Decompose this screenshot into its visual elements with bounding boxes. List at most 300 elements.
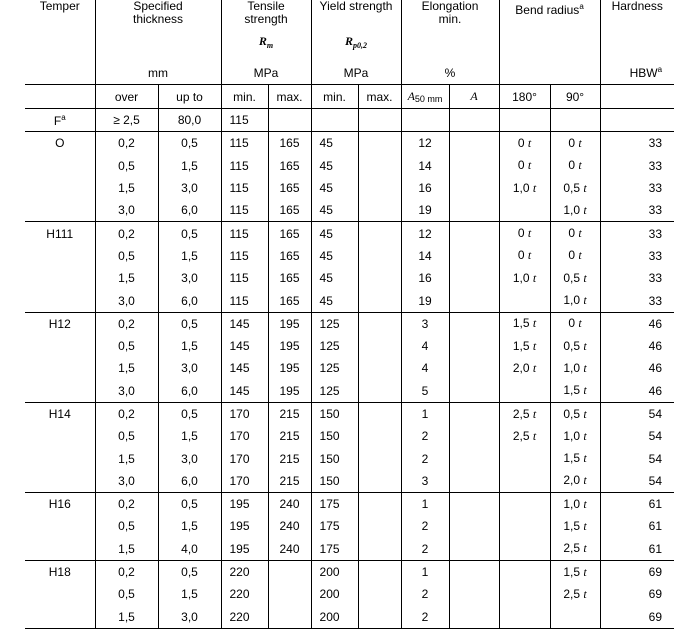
table-cell (358, 402, 401, 425)
unit-mpa-tensile: MPa (221, 62, 311, 85)
table-cell: ≥ 2,5 (95, 109, 158, 132)
table-cell: 215 (268, 447, 311, 469)
table-cell: 46 (600, 380, 674, 403)
table-cell: 165 (268, 155, 311, 177)
table-cell: 145 (221, 357, 268, 379)
table-cell: 1 (401, 402, 449, 425)
header-elongation: Elongation min. (401, 0, 499, 62)
table-cell: 80,0 (158, 109, 221, 132)
table-cell: 2 (401, 447, 449, 469)
subheader-tensile-max: max. (268, 85, 311, 109)
table-cell: 3,0 (95, 289, 158, 312)
table-cell: 1,5 t (550, 560, 600, 583)
table-cell: 1,5 (95, 606, 158, 629)
table-cell: 0,5 t (550, 267, 600, 289)
table-cell: 45 (311, 155, 358, 177)
table-cell: 165 (268, 289, 311, 312)
table-cell: 195 (221, 538, 268, 561)
unit-mpa-yield: MPa (311, 62, 401, 85)
table-row (25, 357, 674, 379)
table-cell: 0 t (499, 245, 550, 267)
table-cell: 165 (268, 177, 311, 199)
table-cell (358, 335, 401, 357)
table-row (25, 222, 674, 245)
table-cell: 69 (600, 606, 674, 629)
temper-cell (25, 199, 95, 222)
table-cell (358, 515, 401, 537)
table-row (25, 177, 674, 199)
table-cell: 1,5 (158, 515, 221, 537)
table-cell (499, 493, 550, 516)
temper-cell: H111 (25, 222, 95, 245)
table-cell: 215 (268, 402, 311, 425)
table-cell: 0,5 (95, 335, 158, 357)
table-cell: 0 t (550, 222, 600, 245)
table-cell: 4 (401, 335, 449, 357)
temper-cell: H18 (25, 560, 95, 583)
table-cell (499, 538, 550, 561)
table-cell: 69 (648, 587, 663, 602)
table-cell (449, 177, 499, 199)
table-cell: 0 t (550, 312, 600, 335)
table-cell: 115 (221, 155, 268, 177)
table-cell: 6,0 (158, 199, 221, 222)
table-cell: 1 (401, 560, 449, 583)
table-cell: 1,0 t (550, 199, 600, 222)
table-cell: 61 (648, 519, 663, 534)
table-cell: 33 (648, 271, 663, 286)
table-cell: 3,0 (158, 447, 221, 469)
table-cell: 2,0 t (550, 470, 600, 493)
table-cell: 170 (221, 470, 268, 493)
table-cell: 6,0 (158, 380, 221, 403)
table-cell (449, 289, 499, 312)
table-row (25, 312, 674, 335)
table-row (25, 402, 674, 425)
table-cell: 115 (221, 177, 268, 199)
table-cell: 215 (268, 425, 311, 447)
table-cell (449, 402, 499, 425)
table-cell: 0,5 (158, 402, 221, 425)
table-cell: 1,5 (95, 447, 158, 469)
table-cell (449, 155, 499, 177)
table-cell: 3,0 (158, 177, 221, 199)
table-cell: 4,0 (158, 538, 221, 561)
table-cell: 0,2 (95, 132, 158, 155)
table-cell: 16 (401, 267, 449, 289)
table-cell: 1,0 t (550, 289, 600, 312)
table-cell: 0 t (499, 222, 550, 245)
table-cell: 220 (221, 560, 268, 583)
table-row (25, 538, 674, 561)
table-cell: 1,5 (158, 245, 221, 267)
temper-cell (25, 267, 95, 289)
table-cell: 33 (648, 226, 663, 241)
subheader-180: 180° (499, 85, 550, 109)
table-cell: 240 (268, 538, 311, 561)
table-cell (358, 538, 401, 561)
table-cell (499, 109, 550, 132)
table-cell (358, 380, 401, 403)
table-cell: 165 (268, 222, 311, 245)
table-cell: 3,0 (158, 357, 221, 379)
table-cell: 1,5 t (550, 380, 600, 403)
table-cell (499, 289, 550, 312)
table-cell: 0,5 (95, 583, 158, 605)
table-cell: 45 (311, 245, 358, 267)
table-cell (358, 289, 401, 312)
table-cell: 1,5 (158, 583, 221, 605)
table-cell: 0 t (550, 245, 600, 267)
table-cell: 195 (221, 493, 268, 516)
table-cell (358, 109, 401, 132)
table-cell: 1,5 (95, 357, 158, 379)
table-cell (449, 538, 499, 561)
table-cell: 6,0 (158, 470, 221, 493)
table-cell: 2 (401, 515, 449, 537)
table-cell: 54 (648, 429, 663, 444)
table-cell: 195 (268, 357, 311, 379)
table-cell: 145 (221, 380, 268, 403)
table-cell: 125 (311, 357, 358, 379)
table-cell: 0,5 (158, 132, 221, 155)
table-row (25, 199, 674, 222)
table-cell: 3,0 (95, 470, 158, 493)
table-cell: 115 (221, 109, 268, 132)
table-cell: 46 (648, 339, 663, 354)
temper-cell (25, 425, 95, 447)
table-cell: 195 (268, 380, 311, 403)
table-cell (358, 155, 401, 177)
table-cell (358, 583, 401, 605)
table-cell: 0,5 (158, 493, 221, 516)
table-cell: 61 (648, 497, 663, 512)
table-cell: 45 (311, 177, 358, 199)
unit-percent: % (401, 62, 499, 85)
table-cell: 175 (311, 493, 358, 516)
table-row (25, 447, 674, 469)
table-cell (499, 560, 550, 583)
table-cell: 1,5 t (499, 312, 550, 335)
unit-hbw: HBW$^a$ (600, 62, 674, 85)
table-row (25, 380, 674, 403)
table-cell: 0,2 (95, 312, 158, 335)
table-cell: 69 (648, 565, 663, 580)
tensile-symbol: $R_m$ (258, 34, 274, 50)
temper-cell (25, 289, 95, 312)
table-cell (449, 109, 499, 132)
table-cell: 2 (401, 538, 449, 561)
table-cell: 220 (221, 606, 268, 629)
header-thickness: Specified thickness (95, 0, 221, 62)
table-cell: 19 (401, 199, 449, 222)
table-cell (449, 425, 499, 447)
table-cell: 115 (221, 222, 268, 245)
table-cell: 0,5 (95, 155, 158, 177)
subheader-yield-min: min. (311, 85, 358, 109)
table-cell: 0,5 t (550, 335, 600, 357)
table-cell: 1,5 (95, 538, 158, 561)
table-cell: 2,0 t (499, 357, 550, 379)
table-cell: 45 (311, 267, 358, 289)
table-cell: 1,5 (158, 425, 221, 447)
table-cell: 12 (401, 132, 449, 155)
table-cell: 170 (221, 402, 268, 425)
table-cell: 200 (311, 606, 358, 629)
table-cell: 45 (311, 199, 358, 222)
table-cell: 175 (311, 538, 358, 561)
table-cell: 1,0 t (550, 493, 600, 516)
table-cell: 0,5 (158, 312, 221, 335)
table-cell: 125 (311, 380, 358, 403)
temper-cell: H14 (25, 402, 95, 425)
table-cell: 3 (401, 312, 449, 335)
table-cell (449, 380, 499, 403)
table-cell (358, 560, 401, 583)
table-row (25, 493, 674, 516)
table-cell: 0,2 (95, 222, 158, 245)
table-cell (499, 199, 550, 222)
table-cell: 3,0 (158, 267, 221, 289)
table-row (25, 109, 674, 132)
subheader-tensile-min: min. (221, 85, 268, 109)
header-yield: Yield strength $R_{p0,2}$ (311, 0, 401, 62)
table-cell (358, 470, 401, 493)
temper-cell (25, 357, 95, 379)
table-cell: 0,5 t (550, 402, 600, 425)
table-cell (449, 357, 499, 379)
temper-cell (25, 515, 95, 537)
table-row (25, 515, 674, 537)
table-cell: 1,0 t (499, 267, 550, 289)
table-cell: 125 (311, 312, 358, 335)
table-cell: 16 (401, 177, 449, 199)
table-cell (358, 199, 401, 222)
table-cell: 1,5 (158, 155, 221, 177)
table-cell: 54 (648, 451, 663, 466)
subheader-yield-max: max. (358, 85, 401, 109)
table-cell (358, 245, 401, 267)
table-cell: 0,5 (95, 515, 158, 537)
subheader-up-to: up to (158, 85, 221, 109)
table-cell: 170 (221, 447, 268, 469)
table-cell: 195 (268, 335, 311, 357)
temper-cell: $F^a$ (25, 109, 95, 132)
table-cell (499, 515, 550, 537)
table-cell (449, 583, 499, 605)
table-cell: 150 (311, 470, 358, 493)
table-cell: 0,2 (95, 402, 158, 425)
table-cell: 1,5 (95, 267, 158, 289)
table-row (25, 335, 674, 357)
table-row (25, 425, 674, 447)
temper-cell (25, 583, 95, 605)
temper-cell (25, 380, 95, 403)
table-cell: 0,5 (95, 245, 158, 267)
table-cell: 2,5 t (499, 425, 550, 447)
table-cell: 2,5 t (550, 538, 600, 561)
table-cell: 150 (311, 447, 358, 469)
table-cell (449, 132, 499, 155)
table-row (25, 155, 674, 177)
table-cell: 5 (401, 380, 449, 403)
table-cell: 2 (401, 583, 449, 605)
table-cell: 2,5 t (550, 583, 600, 605)
table-cell (499, 470, 550, 493)
header-hardness: Hardness (611, 0, 663, 13)
subheader-over: over (95, 85, 158, 109)
table-cell (600, 109, 674, 132)
table-cell: 1,0 t (499, 177, 550, 199)
table-cell (358, 132, 401, 155)
table-cell: 3,0 (158, 606, 221, 629)
table-cell (449, 245, 499, 267)
table-cell (358, 312, 401, 335)
table-cell: 14 (401, 155, 449, 177)
table-cell: 33 (648, 181, 663, 196)
header-bend-radius: Bend radius$^a$ (499, 0, 600, 62)
table-cell (449, 560, 499, 583)
table-cell: 33 (648, 136, 663, 151)
table-cell: 0 t (550, 155, 600, 177)
table-cell: 45 (311, 222, 358, 245)
table-row (25, 470, 674, 493)
properties-table (25, 0, 674, 629)
temper-cell: H12 (25, 312, 95, 335)
table-row (25, 289, 674, 312)
table-cell (358, 425, 401, 447)
table-cell: 12 (401, 222, 449, 245)
table-cell: 0 t (550, 132, 600, 155)
table-cell: 1,0 t (550, 425, 600, 447)
table-cell: 0,2 (95, 493, 158, 516)
table-cell: 54 (600, 470, 674, 493)
table-cell: 115 (221, 267, 268, 289)
table-cell: 240 (268, 493, 311, 516)
table-cell: 4 (401, 357, 449, 379)
table-cell: 115 (221, 289, 268, 312)
temper-cell (25, 177, 95, 199)
table-cell (499, 583, 550, 605)
table-cell: 3,0 (95, 199, 158, 222)
temper-cell (25, 538, 95, 561)
temper-cell (25, 155, 95, 177)
table-cell: 195 (221, 515, 268, 537)
table-cell (358, 267, 401, 289)
table-cell: 215 (268, 470, 311, 493)
table-cell (358, 222, 401, 245)
table-cell: 195 (268, 312, 311, 335)
table-cell (358, 447, 401, 469)
table-cell: 1,5 (158, 335, 221, 357)
header-temper: Temper (25, 0, 95, 85)
table-cell: 33 (600, 289, 674, 312)
table-cell: 0 t (499, 132, 550, 155)
table-cell: 45 (311, 289, 358, 312)
table-row (25, 583, 674, 605)
table-cell (449, 515, 499, 537)
table-cell (449, 470, 499, 493)
table-cell (449, 335, 499, 357)
table-cell: 1 (401, 493, 449, 516)
table-cell: 145 (221, 312, 268, 335)
table-cell: 115 (221, 199, 268, 222)
table-cell: 0,5 t (550, 177, 600, 199)
table-cell: 2 (401, 425, 449, 447)
temper-cell: O (25, 132, 95, 155)
table-cell: 0,5 (158, 560, 221, 583)
table-cell (449, 267, 499, 289)
table-cell: 1,0 t (550, 357, 600, 379)
table-cell: 150 (311, 402, 358, 425)
table-cell: 115 (221, 245, 268, 267)
subheader-90: 90° (550, 85, 600, 109)
table-cell: 150 (311, 425, 358, 447)
table-cell: 165 (268, 199, 311, 222)
table-cell: 1,5 t (499, 335, 550, 357)
table-cell: 2 (401, 606, 449, 629)
table-cell: 220 (221, 583, 268, 605)
table-cell (449, 493, 499, 516)
table-cell (268, 560, 311, 583)
table-cell (449, 222, 499, 245)
table-cell: 3,0 (95, 380, 158, 403)
table-cell (358, 357, 401, 379)
table-cell: 165 (268, 132, 311, 155)
table-cell (401, 109, 449, 132)
table-cell (268, 583, 311, 605)
yield-symbol: $R_{p0,2}$ (345, 34, 368, 50)
temper-cell: H16 (25, 493, 95, 516)
table-cell: 33 (600, 199, 674, 222)
table-cell: 2,5 t (499, 402, 550, 425)
temper-cell (25, 470, 95, 493)
table-cell: 115 (221, 132, 268, 155)
table-cell: 46 (648, 361, 663, 376)
table-cell: 19 (401, 289, 449, 312)
table-cell: 175 (311, 515, 358, 537)
table-cell: 61 (600, 538, 674, 561)
table-cell: 0,2 (95, 560, 158, 583)
table-cell (311, 109, 358, 132)
table-row (25, 132, 674, 155)
table-cell: 165 (268, 267, 311, 289)
table-cell: 1,5 t (550, 447, 600, 469)
table-cell (449, 312, 499, 335)
subheader-a50: $A_{50 mm}$ (401, 85, 449, 109)
table-cell (268, 109, 311, 132)
temper-cell (25, 447, 95, 469)
table-row (25, 267, 674, 289)
table-row (25, 245, 674, 267)
table-cell: 46 (648, 316, 663, 331)
table-cell: 1,5 t (550, 515, 600, 537)
table-cell: 0,5 (158, 222, 221, 245)
table-cell: 3 (401, 470, 449, 493)
table-cell (499, 380, 550, 403)
table-cell: 125 (311, 335, 358, 357)
table-row (25, 560, 674, 583)
table-cell: 240 (268, 515, 311, 537)
table-cell (550, 109, 600, 132)
table-cell: 1,5 (95, 177, 158, 199)
subheader-a: A (449, 85, 499, 109)
table-cell: 33 (648, 248, 663, 263)
table-cell: 0,5 (95, 425, 158, 447)
table-cell: 14 (401, 245, 449, 267)
table-cell: 145 (221, 335, 268, 357)
table-cell: 165 (268, 245, 311, 267)
